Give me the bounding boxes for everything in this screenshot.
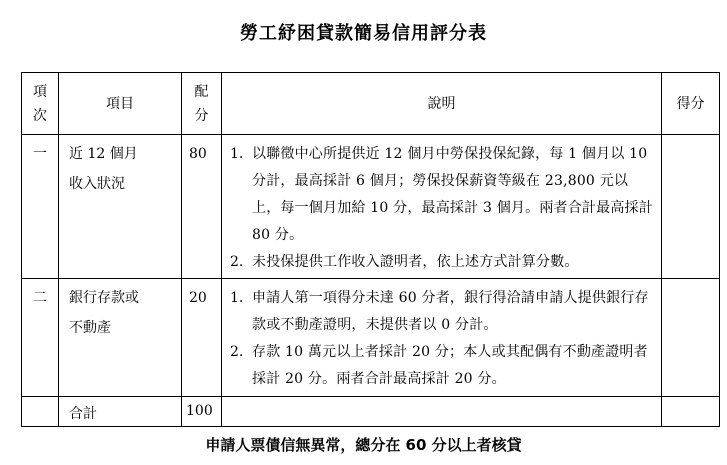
row-seq: 一 <box>22 135 59 279</box>
description-item: 1. 以聯徵中心所提供近 12 個月中勞保投保紀錄，每 1 個月以 10 分計，最高採計 6 個月；勞保投保薪資等級在 23,800 元以上，每一個月加給 10 分，最高採計 3 個月。兩者合計最高採計 80 分。 <box>230 146 653 243</box>
approval-note: 申請人票債信無異常，總分在 60 分以上者核貸 <box>205 436 522 454</box>
row-score <box>662 279 720 397</box>
page-title: 勞工紓困貸款簡易信用評分表 <box>240 23 487 44</box>
row-item: 近 12 個月 收入狀況 <box>59 135 182 279</box>
total-score <box>662 397 720 427</box>
row-points: 20 <box>182 279 222 397</box>
header-description: 說明 <box>222 73 662 135</box>
row-description <box>222 279 662 397</box>
description-item: 2. 存款 10 萬元以上者採計 20 分；本人或其配偶有不動產證明者採計 20 分。兩者合計最高採計 20 分。 <box>230 344 648 387</box>
table-row <box>22 135 720 279</box>
row-score <box>662 135 720 279</box>
total-points: 100 <box>182 397 222 427</box>
header-points: 配 分 <box>182 73 222 135</box>
row-item: 銀行存款或 不動產 <box>59 279 182 397</box>
score-table <box>21 72 720 427</box>
header-score: 得分 <box>662 73 720 135</box>
description-item: 1. 申請人第一項得分未達 60 分者，銀行得洽請申請人提供銀行存款或不動產證明，未提供者以 0 分計。 <box>230 290 649 333</box>
header-item: 項目 <box>59 73 182 135</box>
total-description <box>222 397 662 427</box>
row-points: 80 <box>182 135 222 279</box>
table-row <box>22 279 720 397</box>
row-seq: 二 <box>22 279 59 397</box>
description-item: 2. 未投保提供工作收入證明者，依上述方式計算分數。 <box>230 254 579 270</box>
table-header-row <box>22 73 720 135</box>
total-seq <box>22 397 59 427</box>
row-description <box>222 135 662 279</box>
total-row <box>22 397 720 427</box>
total-label: 合計 <box>59 397 182 427</box>
header-seq: 項 次 <box>22 73 59 135</box>
